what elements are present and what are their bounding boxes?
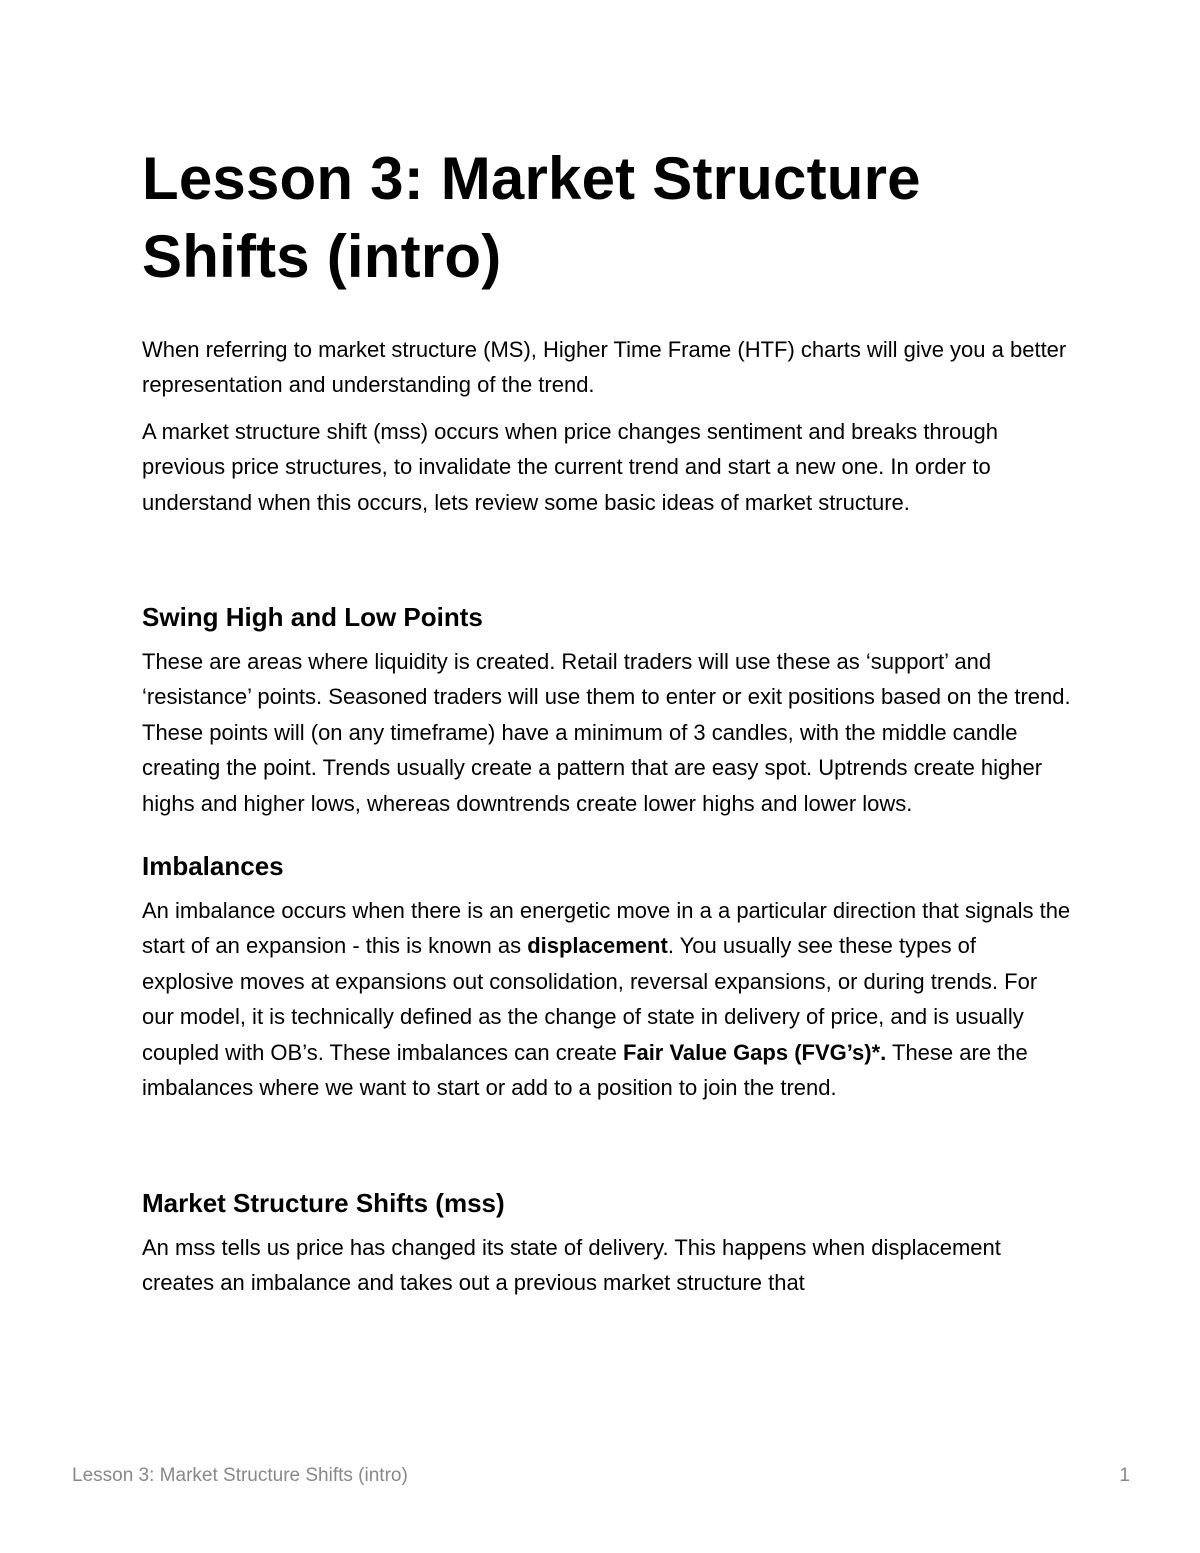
imbalances-text-part-3: These are the imbalances where we want to start or add to a position to join the trend.: [142, 1039, 1028, 1101]
imbalances-text-part-1: An imbalance occurs when there is an energetic move in a a particular direction that signals the start of an expansion - this is known as: [142, 898, 1071, 959]
section-heading-imbalances: Imbalances: [142, 851, 284, 882]
term-fair-value-gaps: Fair Value Gaps (FVG’s)*.: [623, 1039, 887, 1065]
section-body-swing-points: These are areas where liquidity is created. Retail traders will use these as ‘support’ and ‘resistance’ points. Seasoned traders will use them to enter or exit positions based on the trend. These points will (on any timeframe) have a minimum of 3 candles, with the middle candle creating the point. Trends usually create a pattern that are easy spot. Uptrends create higher highs and higher lows, whereas downtrends create lower highs and lower lows.: [142, 649, 1071, 816]
imbalances-text-part-2: . You usually see these types of explosive moves at expansions out consolidation, reversal expansions, or during trends. For our model, it is technically defined as the change of state in delivery of price, and is usually coupled with OB’s. These imbalances can create: [142, 933, 1038, 1065]
section-heading-swing-points: Swing High and Low Points: [142, 602, 483, 633]
section-body-imbalances: [142, 893, 1072, 1105]
intro-paragraph-1: When referring to market structure (MS), Higher Time Frame (HTF) charts will give you a better representation and understanding of the trend.: [142, 337, 1067, 398]
page-title: Lesson 3: Market Structure Shifts (intro): [142, 145, 921, 290]
section-body-mss: An mss tells us price has changed its state of delivery. This happens when displacement creates an imbalance and takes out a previous market structure that: [142, 1234, 1001, 1295]
term-displacement: displacement: [527, 933, 668, 959]
section-heading-mss: Market Structure Shifts (mss): [142, 1187, 505, 1218]
intro-paragraph-2: A market structure shift (mss) occurs when price changes sentiment and breaks through previous price structures, to invalidate the current trend and start a new one. In order to understand when this occurs, lets review some basic ideas of market structure.: [142, 418, 998, 515]
page-number: 1: [1119, 1465, 1130, 1486]
footer-title: Lesson 3: Market Structure Shifts (intro): [72, 1465, 408, 1486]
page-content: [142, 140, 1072, 1300]
